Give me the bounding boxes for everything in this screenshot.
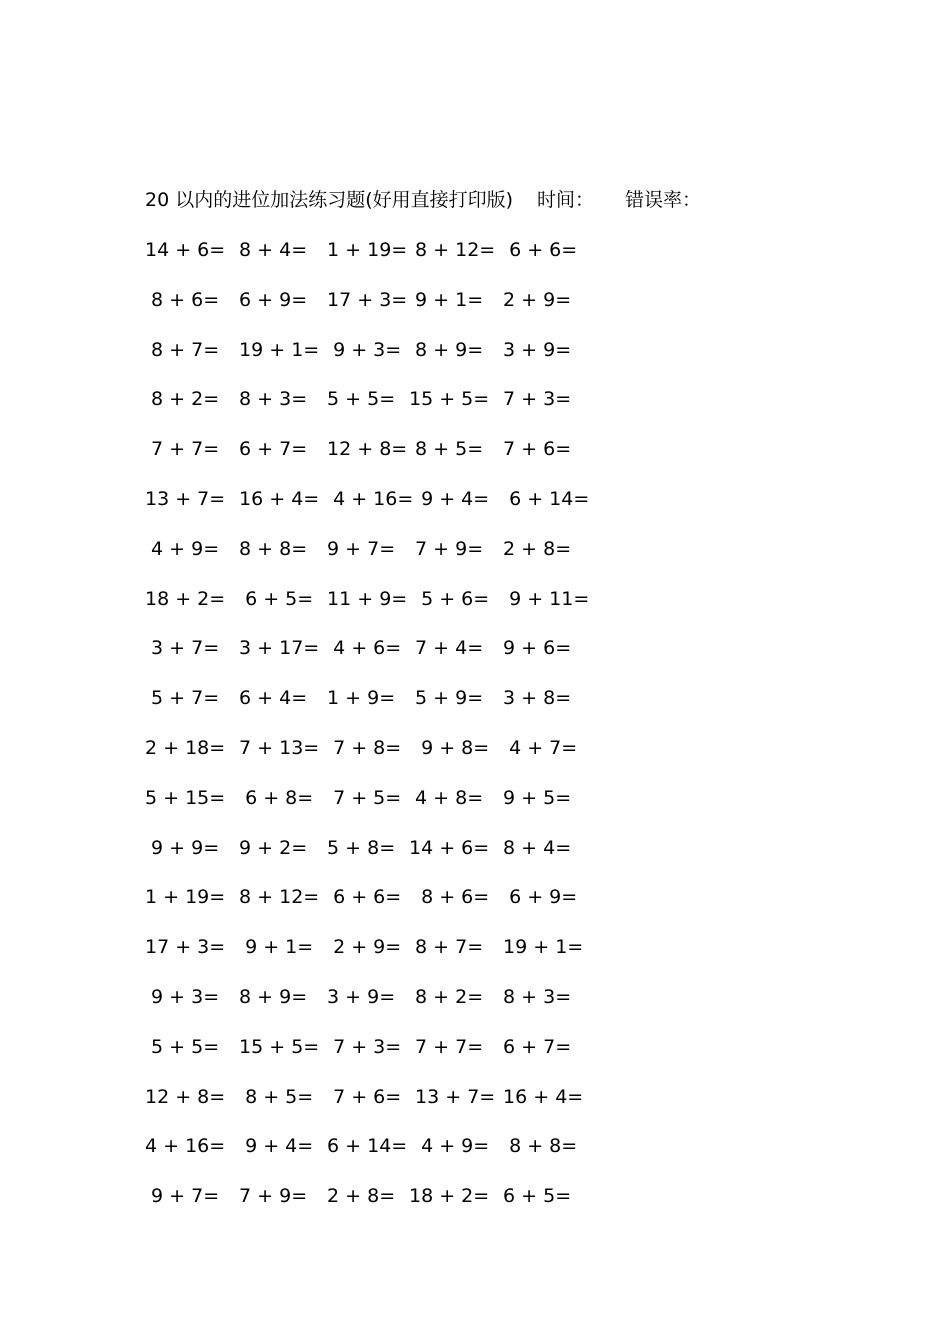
addition-problem: 1 + 19=: [321, 239, 408, 261]
addition-problem: 2 + 8=: [321, 1185, 396, 1208]
addition-problem: 9 + 5=: [497, 786, 572, 809]
addition-problem: 3 + 9=: [497, 338, 572, 361]
addition-problem: 19 + 1=: [233, 338, 320, 361]
problem-row: [145, 634, 605, 684]
addition-problem: 17 + 3=: [145, 936, 226, 959]
addition-problem: 8 + 4=: [497, 836, 572, 859]
addition-problem: 9 + 4=: [233, 1135, 314, 1158]
addition-problem: 7 + 4=: [409, 637, 484, 660]
addition-problem: 6 + 5=: [233, 587, 314, 610]
addition-problem: 6 + 14=: [321, 1135, 408, 1158]
addition-problem: 8 + 2=: [145, 388, 220, 411]
problem-row: [145, 535, 605, 585]
addition-problem: 4 + 16=: [145, 1135, 226, 1158]
addition-problem: 7 + 7=: [409, 1035, 484, 1058]
addition-problem: 17 + 3=: [321, 288, 408, 311]
addition-problem: 9 + 1=: [233, 936, 314, 959]
problem-row: [145, 435, 605, 485]
addition-problem: 4 + 8=: [409, 786, 484, 809]
addition-problem: 4 + 9=: [409, 1135, 490, 1158]
addition-problem: 4 + 9=: [145, 537, 220, 560]
addition-problem: 4 + 16=: [321, 487, 414, 510]
addition-problem: 14 + 6=: [145, 239, 226, 261]
addition-problem: 3 + 8=: [497, 687, 572, 710]
problem-row: [145, 933, 605, 983]
problem-row: [145, 385, 605, 435]
problem-row: [145, 734, 605, 784]
addition-problem: 6 + 9=: [233, 288, 308, 311]
addition-problem: 8 + 6=: [145, 288, 220, 311]
problem-row: [145, 286, 605, 336]
addition-problem: 3 + 9=: [321, 985, 396, 1008]
problem-row: [145, 336, 605, 386]
addition-problem: 6 + 7=: [497, 1035, 572, 1058]
addition-problem: 8 + 8=: [497, 1135, 578, 1158]
addition-problem: 1 + 9=: [321, 687, 396, 710]
problem-row: [145, 784, 605, 834]
addition-problem: 8 + 12=: [233, 886, 320, 909]
addition-problem: 8 + 9=: [233, 985, 308, 1008]
addition-problem: 9 + 11=: [497, 587, 590, 610]
addition-problem: 7 + 13=: [233, 736, 320, 759]
problem-row: [145, 834, 605, 884]
problem-row: [145, 485, 605, 535]
problem-row: [145, 883, 605, 933]
addition-problem: 8 + 12=: [409, 239, 496, 261]
addition-problem: 9 + 1=: [409, 288, 484, 311]
addition-problem: 5 + 5=: [145, 1035, 220, 1058]
addition-problem: 9 + 3=: [145, 985, 220, 1008]
addition-problem: 4 + 6=: [321, 637, 402, 660]
addition-problem: 7 + 7=: [145, 438, 220, 461]
addition-problem: 9 + 4=: [409, 487, 490, 510]
time-label: 时间：: [537, 189, 595, 211]
error-rate-label: 错误率：: [625, 189, 702, 211]
addition-problem: 7 + 9=: [409, 537, 484, 560]
addition-problem: 6 + 6=: [321, 886, 402, 909]
addition-problem: 8 + 3=: [497, 985, 572, 1008]
addition-problem: 2 + 9=: [321, 936, 402, 959]
addition-problem: 9 + 6=: [497, 637, 572, 660]
addition-problem: 6 + 4=: [233, 687, 308, 710]
addition-problem: 5 + 7=: [145, 687, 220, 710]
addition-problem: 19 + 1=: [497, 936, 584, 959]
worksheet-header: [145, 186, 845, 214]
addition-problem: 6 + 6=: [497, 239, 578, 261]
addition-problem: 16 + 4=: [497, 1085, 584, 1108]
addition-problem: 8 + 3=: [233, 388, 308, 411]
addition-problem: 15 + 5=: [233, 1035, 320, 1058]
addition-problem: 5 + 9=: [409, 687, 484, 710]
problem-row: [145, 1132, 605, 1182]
addition-problem: 6 + 8=: [233, 786, 314, 809]
addition-problem: 9 + 7=: [321, 537, 396, 560]
addition-problem: 8 + 4=: [233, 239, 308, 261]
problem-row: [145, 1083, 605, 1133]
addition-problem: 3 + 17=: [233, 637, 320, 660]
problem-grid: [145, 236, 605, 1232]
addition-problem: 6 + 14=: [497, 487, 590, 510]
worksheet-title: 20 以内的进位加法练习题(好用直接打印版): [145, 189, 514, 211]
addition-problem: 5 + 5=: [321, 388, 396, 411]
addition-problem: 7 + 6=: [321, 1085, 402, 1108]
addition-problem: 9 + 8=: [409, 736, 490, 759]
addition-problem: 7 + 8=: [321, 736, 402, 759]
addition-problem: 7 + 6=: [497, 438, 572, 461]
addition-problem: 7 + 9=: [233, 1185, 308, 1208]
addition-problem: 7 + 3=: [497, 388, 572, 411]
addition-problem: 6 + 5=: [497, 1185, 572, 1208]
addition-problem: 18 + 2=: [409, 1185, 490, 1208]
addition-problem: 12 + 8=: [321, 438, 408, 461]
addition-problem: 11 + 9=: [321, 587, 408, 610]
problem-row: [145, 684, 605, 734]
addition-problem: 14 + 6=: [409, 836, 490, 859]
addition-problem: 3 + 7=: [145, 637, 220, 660]
addition-problem: 8 + 7=: [145, 338, 220, 361]
addition-problem: 18 + 2=: [145, 587, 226, 610]
addition-problem: 2 + 18=: [145, 736, 226, 759]
addition-problem: 2 + 9=: [497, 288, 572, 311]
addition-problem: 9 + 7=: [145, 1185, 220, 1208]
addition-problem: 15 + 5=: [409, 388, 490, 411]
addition-problem: 5 + 15=: [145, 786, 226, 809]
addition-problem: 12 + 8=: [145, 1085, 226, 1108]
problem-row: [145, 1033, 605, 1083]
problem-row: [145, 1182, 605, 1232]
addition-problem: 9 + 2=: [233, 836, 308, 859]
addition-problem: 8 + 6=: [409, 886, 490, 909]
addition-problem: 7 + 5=: [321, 786, 402, 809]
addition-problem: 2 + 8=: [497, 537, 572, 560]
addition-problem: 9 + 9=: [145, 836, 220, 859]
addition-problem: 8 + 7=: [409, 936, 484, 959]
addition-problem: 9 + 3=: [321, 338, 402, 361]
addition-problem: 4 + 7=: [497, 736, 578, 759]
addition-problem: 13 + 7=: [145, 487, 226, 510]
addition-problem: 5 + 6=: [409, 587, 490, 610]
addition-problem: 8 + 5=: [409, 438, 484, 461]
problem-row: [145, 236, 605, 286]
problem-row: [145, 983, 605, 1033]
addition-problem: 8 + 8=: [233, 537, 308, 560]
addition-problem: 5 + 8=: [321, 836, 396, 859]
addition-problem: 16 + 4=: [233, 487, 320, 510]
problem-row: [145, 585, 605, 635]
addition-problem: 6 + 7=: [233, 438, 308, 461]
addition-problem: 1 + 19=: [145, 886, 226, 909]
addition-problem: 6 + 9=: [497, 886, 578, 909]
addition-problem: 8 + 5=: [233, 1085, 314, 1108]
addition-problem: 7 + 3=: [321, 1035, 402, 1058]
addition-problem: 8 + 9=: [409, 338, 484, 361]
addition-problem: 8 + 2=: [409, 985, 484, 1008]
addition-problem: 13 + 7=: [409, 1085, 496, 1108]
